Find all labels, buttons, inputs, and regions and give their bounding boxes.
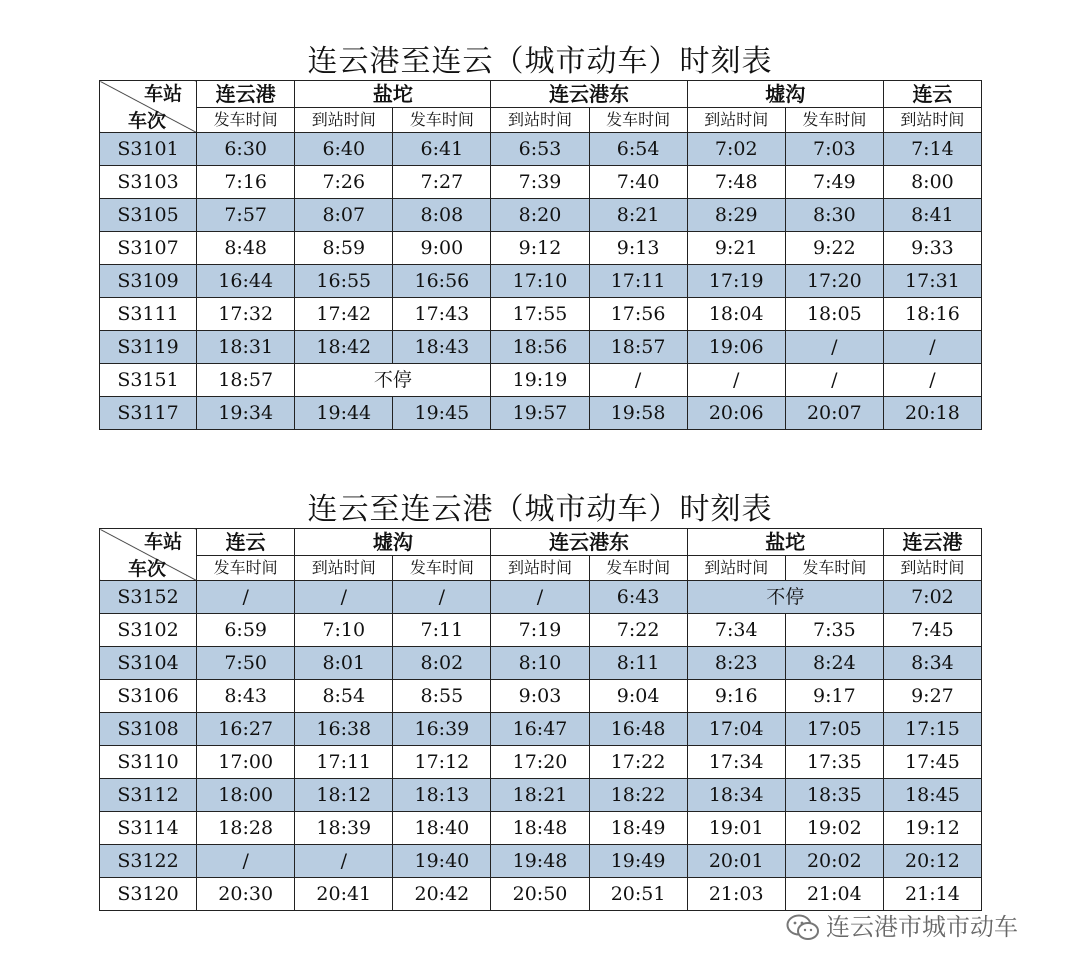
train-number-cell: S3152	[100, 581, 197, 614]
time-cell: 18:42	[295, 331, 393, 364]
not-served-cell: /	[785, 331, 883, 364]
time-type-header: 发车时间	[589, 556, 687, 581]
corner-train-label: 车次	[128, 558, 167, 580]
time-cell: 17:00	[197, 746, 295, 779]
time-cell: 20:30	[197, 878, 295, 911]
time-cell: 7:02	[687, 133, 785, 166]
time-cell: 20:50	[491, 878, 589, 911]
table-row	[100, 713, 982, 746]
time-cell: 6:41	[393, 133, 491, 166]
table-row	[100, 812, 982, 845]
table-row	[100, 331, 982, 364]
time-cell: 16:47	[491, 713, 589, 746]
time-cell: 20:02	[785, 845, 883, 878]
time-cell: 7:35	[785, 614, 883, 647]
station-header: 连云港东	[491, 529, 687, 556]
train-number-cell: S3108	[100, 713, 197, 746]
time-cell: 18:56	[491, 331, 589, 364]
time-cell: 18:16	[883, 298, 981, 331]
time-cell: 17:20	[491, 746, 589, 779]
time-cell: 6:30	[197, 133, 295, 166]
time-cell: 17:19	[687, 265, 785, 298]
time-cell: 8:24	[785, 647, 883, 680]
time-cell: 9:22	[785, 232, 883, 265]
table-row	[100, 298, 982, 331]
time-cell: 7:34	[687, 614, 785, 647]
time-cell: 17:34	[687, 746, 785, 779]
time-cell: 20:07	[785, 397, 883, 430]
time-cell: 19:48	[491, 845, 589, 878]
time-cell: 19:44	[295, 397, 393, 430]
train-number-cell: S3114	[100, 812, 197, 845]
station-header: 连云	[883, 81, 981, 108]
time-cell: 16:27	[197, 713, 295, 746]
time-cell: 8:10	[491, 647, 589, 680]
table-row	[100, 647, 982, 680]
time-cell: 17:32	[197, 298, 295, 331]
table-row	[100, 265, 982, 298]
time-cell: 18:12	[295, 779, 393, 812]
time-cell: 16:39	[393, 713, 491, 746]
time-cell: 18:34	[687, 779, 785, 812]
table-row	[100, 845, 982, 878]
table-row	[100, 581, 982, 614]
time-cell: 16:44	[197, 265, 295, 298]
time-cell: 19:57	[491, 397, 589, 430]
time-cell: 19:12	[883, 812, 981, 845]
corner-train-label: 车次	[128, 110, 167, 132]
time-cell: 8:21	[589, 199, 687, 232]
time-cell: 9:13	[589, 232, 687, 265]
time-cell: 17:12	[393, 746, 491, 779]
time-cell: 18:48	[491, 812, 589, 845]
timetable-table	[99, 80, 982, 430]
header-row-subcolumns	[100, 108, 982, 133]
time-type-header: 到站时间	[491, 556, 589, 581]
train-number-cell: S3105	[100, 199, 197, 232]
time-cell: 18:31	[197, 331, 295, 364]
time-cell: 7:22	[589, 614, 687, 647]
header-corner-cell	[100, 81, 197, 133]
time-cell: 18:45	[883, 779, 981, 812]
time-cell: 7:39	[491, 166, 589, 199]
header-row-stations	[100, 529, 982, 556]
time-type-header: 到站时间	[295, 556, 393, 581]
time-cell: 7:27	[393, 166, 491, 199]
no-stop-cell: 不停	[295, 364, 491, 397]
time-cell: 17:10	[491, 265, 589, 298]
time-cell: 6:54	[589, 133, 687, 166]
not-served-cell: /	[491, 581, 589, 614]
station-header: 盐坨	[687, 529, 883, 556]
time-cell: 8:20	[491, 199, 589, 232]
time-cell: 7:11	[393, 614, 491, 647]
time-cell: 8:41	[883, 199, 981, 232]
time-cell: 8:30	[785, 199, 883, 232]
time-cell: 17:20	[785, 265, 883, 298]
corner-station-label: 车站	[144, 83, 183, 105]
time-type-header: 到站时间	[883, 556, 981, 581]
header-row-stations	[100, 81, 982, 108]
not-served-cell: /	[295, 845, 393, 878]
time-cell: 18:28	[197, 812, 295, 845]
time-cell: 6:53	[491, 133, 589, 166]
time-cell: 16:38	[295, 713, 393, 746]
time-type-header: 发车时间	[393, 556, 491, 581]
table-row	[100, 133, 982, 166]
wechat-icon	[786, 914, 820, 942]
table-row	[100, 199, 982, 232]
time-type-header: 到站时间	[883, 108, 981, 133]
time-cell: 18:04	[687, 298, 785, 331]
station-header: 连云	[197, 529, 295, 556]
timetable-table	[99, 528, 982, 911]
station-header: 墟沟	[295, 529, 491, 556]
train-number-cell: S3102	[100, 614, 197, 647]
not-served-cell: /	[197, 845, 295, 878]
table-row	[100, 364, 982, 397]
time-type-header: 发车时间	[785, 556, 883, 581]
station-header: 连云港东	[491, 81, 687, 108]
time-cell: 9:17	[785, 680, 883, 713]
train-number-cell: S3103	[100, 166, 197, 199]
time-cell: 19:45	[393, 397, 491, 430]
not-served-cell: /	[785, 364, 883, 397]
time-cell: 19:01	[687, 812, 785, 845]
train-number-cell: S3151	[100, 364, 197, 397]
not-served-cell: /	[393, 581, 491, 614]
time-type-header: 到站时间	[295, 108, 393, 133]
timetable-title: 连云至连云港（城市动车）时刻表	[307, 492, 773, 527]
time-cell: 8:00	[883, 166, 981, 199]
not-served-cell: /	[687, 364, 785, 397]
time-cell: 17:42	[295, 298, 393, 331]
time-cell: 17:11	[295, 746, 393, 779]
time-cell: 20:18	[883, 397, 981, 430]
time-cell: 8:23	[687, 647, 785, 680]
station-header: 连云港	[883, 529, 981, 556]
train-number-cell: S3117	[100, 397, 197, 430]
time-cell: 17:15	[883, 713, 981, 746]
time-cell: 9:33	[883, 232, 981, 265]
header-row-subcolumns	[100, 556, 982, 581]
time-cell: 9:27	[883, 680, 981, 713]
time-cell: 9:16	[687, 680, 785, 713]
time-cell: 9:00	[393, 232, 491, 265]
station-header: 墟沟	[687, 81, 883, 108]
table-row	[100, 680, 982, 713]
corner-station-label: 车站	[144, 531, 183, 553]
time-cell: 7:48	[687, 166, 785, 199]
time-type-header: 发车时间	[197, 108, 295, 133]
time-cell: 18:13	[393, 779, 491, 812]
time-cell: 18:39	[295, 812, 393, 845]
train-number-cell: S3120	[100, 878, 197, 911]
time-cell: 18:00	[197, 779, 295, 812]
not-served-cell: /	[883, 331, 981, 364]
time-type-header: 发车时间	[785, 108, 883, 133]
time-cell: 9:03	[491, 680, 589, 713]
time-type-header: 到站时间	[687, 556, 785, 581]
time-cell: 9:21	[687, 232, 785, 265]
time-cell: 17:56	[589, 298, 687, 331]
train-number-cell: S3107	[100, 232, 197, 265]
time-cell: 18:21	[491, 779, 589, 812]
time-cell: 8:59	[295, 232, 393, 265]
time-cell: 16:56	[393, 265, 491, 298]
train-number-cell: S3101	[100, 133, 197, 166]
time-cell: 8:54	[295, 680, 393, 713]
time-cell: 19:02	[785, 812, 883, 845]
train-number-cell: S3119	[100, 331, 197, 364]
watermark	[786, 912, 1018, 942]
train-number-cell: S3109	[100, 265, 197, 298]
time-cell: 18:35	[785, 779, 883, 812]
time-cell: 8:55	[393, 680, 491, 713]
time-cell: 6:59	[197, 614, 295, 647]
train-number-cell: S3111	[100, 298, 197, 331]
timetable-title: 连云港至连云（城市动车）时刻表	[307, 44, 773, 79]
time-cell: 18:05	[785, 298, 883, 331]
time-cell: 20:51	[589, 878, 687, 911]
time-cell: 17:04	[687, 713, 785, 746]
time-cell: 20:42	[393, 878, 491, 911]
time-cell: 18:57	[589, 331, 687, 364]
header-corner-cell	[100, 529, 197, 581]
time-cell: 8:08	[393, 199, 491, 232]
time-cell: 8:43	[197, 680, 295, 713]
table-row	[100, 614, 982, 647]
time-cell: 7:49	[785, 166, 883, 199]
time-cell: 7:14	[883, 133, 981, 166]
time-cell: 6:40	[295, 133, 393, 166]
time-type-header: 发车时间	[589, 108, 687, 133]
station-header: 盐坨	[295, 81, 491, 108]
time-cell: 17:11	[589, 265, 687, 298]
time-cell: 7:50	[197, 647, 295, 680]
time-cell: 16:55	[295, 265, 393, 298]
watermark-text: 连云港市城市动车	[826, 913, 1018, 941]
time-cell: 7:10	[295, 614, 393, 647]
time-cell: 6:43	[589, 581, 687, 614]
table-row	[100, 232, 982, 265]
time-cell: 19:58	[589, 397, 687, 430]
time-cell: 19:49	[589, 845, 687, 878]
time-cell: 20:06	[687, 397, 785, 430]
table-row	[100, 397, 982, 430]
time-cell: 17:35	[785, 746, 883, 779]
time-cell: 8:29	[687, 199, 785, 232]
train-number-cell: S3110	[100, 746, 197, 779]
time-cell: 17:22	[589, 746, 687, 779]
time-cell: 18:57	[197, 364, 295, 397]
no-stop-cell: 不停	[687, 581, 883, 614]
time-cell: 7:19	[491, 614, 589, 647]
time-type-header: 发车时间	[393, 108, 491, 133]
time-cell: 8:48	[197, 232, 295, 265]
station-header: 连云港	[197, 81, 295, 108]
time-type-header: 发车时间	[197, 556, 295, 581]
train-number-cell: S3106	[100, 680, 197, 713]
train-number-cell: S3122	[100, 845, 197, 878]
time-cell: 18:49	[589, 812, 687, 845]
time-cell: 19:40	[393, 845, 491, 878]
time-cell: 17:43	[393, 298, 491, 331]
time-cell: 19:06	[687, 331, 785, 364]
time-type-header: 到站时间	[687, 108, 785, 133]
time-cell: 17:55	[491, 298, 589, 331]
table-row	[100, 746, 982, 779]
time-cell: 9:04	[589, 680, 687, 713]
time-cell: 19:34	[197, 397, 295, 430]
time-cell: 8:11	[589, 647, 687, 680]
table-row	[100, 779, 982, 812]
time-cell: 7:16	[197, 166, 295, 199]
time-cell: 17:45	[883, 746, 981, 779]
time-cell: 21:14	[883, 878, 981, 911]
time-cell: 9:12	[491, 232, 589, 265]
time-cell: 19:19	[491, 364, 589, 397]
time-cell: 7:40	[589, 166, 687, 199]
time-cell: 7:26	[295, 166, 393, 199]
not-served-cell: /	[295, 581, 393, 614]
time-cell: 20:41	[295, 878, 393, 911]
time-cell: 21:04	[785, 878, 883, 911]
not-served-cell: /	[589, 364, 687, 397]
table-row	[100, 166, 982, 199]
time-cell: 7:45	[883, 614, 981, 647]
table-row	[100, 878, 982, 911]
time-cell: 18:22	[589, 779, 687, 812]
time-cell: 8:01	[295, 647, 393, 680]
time-type-header: 到站时间	[491, 108, 589, 133]
time-cell: 21:03	[687, 878, 785, 911]
train-number-cell: S3104	[100, 647, 197, 680]
time-cell: 17:31	[883, 265, 981, 298]
time-cell: 18:40	[393, 812, 491, 845]
train-number-cell: S3112	[100, 779, 197, 812]
time-cell: 8:07	[295, 199, 393, 232]
time-cell: 16:48	[589, 713, 687, 746]
time-cell: 8:02	[393, 647, 491, 680]
time-cell: 7:03	[785, 133, 883, 166]
time-cell: 18:43	[393, 331, 491, 364]
time-cell: 17:05	[785, 713, 883, 746]
not-served-cell: /	[883, 364, 981, 397]
time-cell: 7:57	[197, 199, 295, 232]
time-cell: 8:34	[883, 647, 981, 680]
not-served-cell: /	[197, 581, 295, 614]
time-cell: 7:02	[883, 581, 981, 614]
time-cell: 20:12	[883, 845, 981, 878]
time-cell: 20:01	[687, 845, 785, 878]
